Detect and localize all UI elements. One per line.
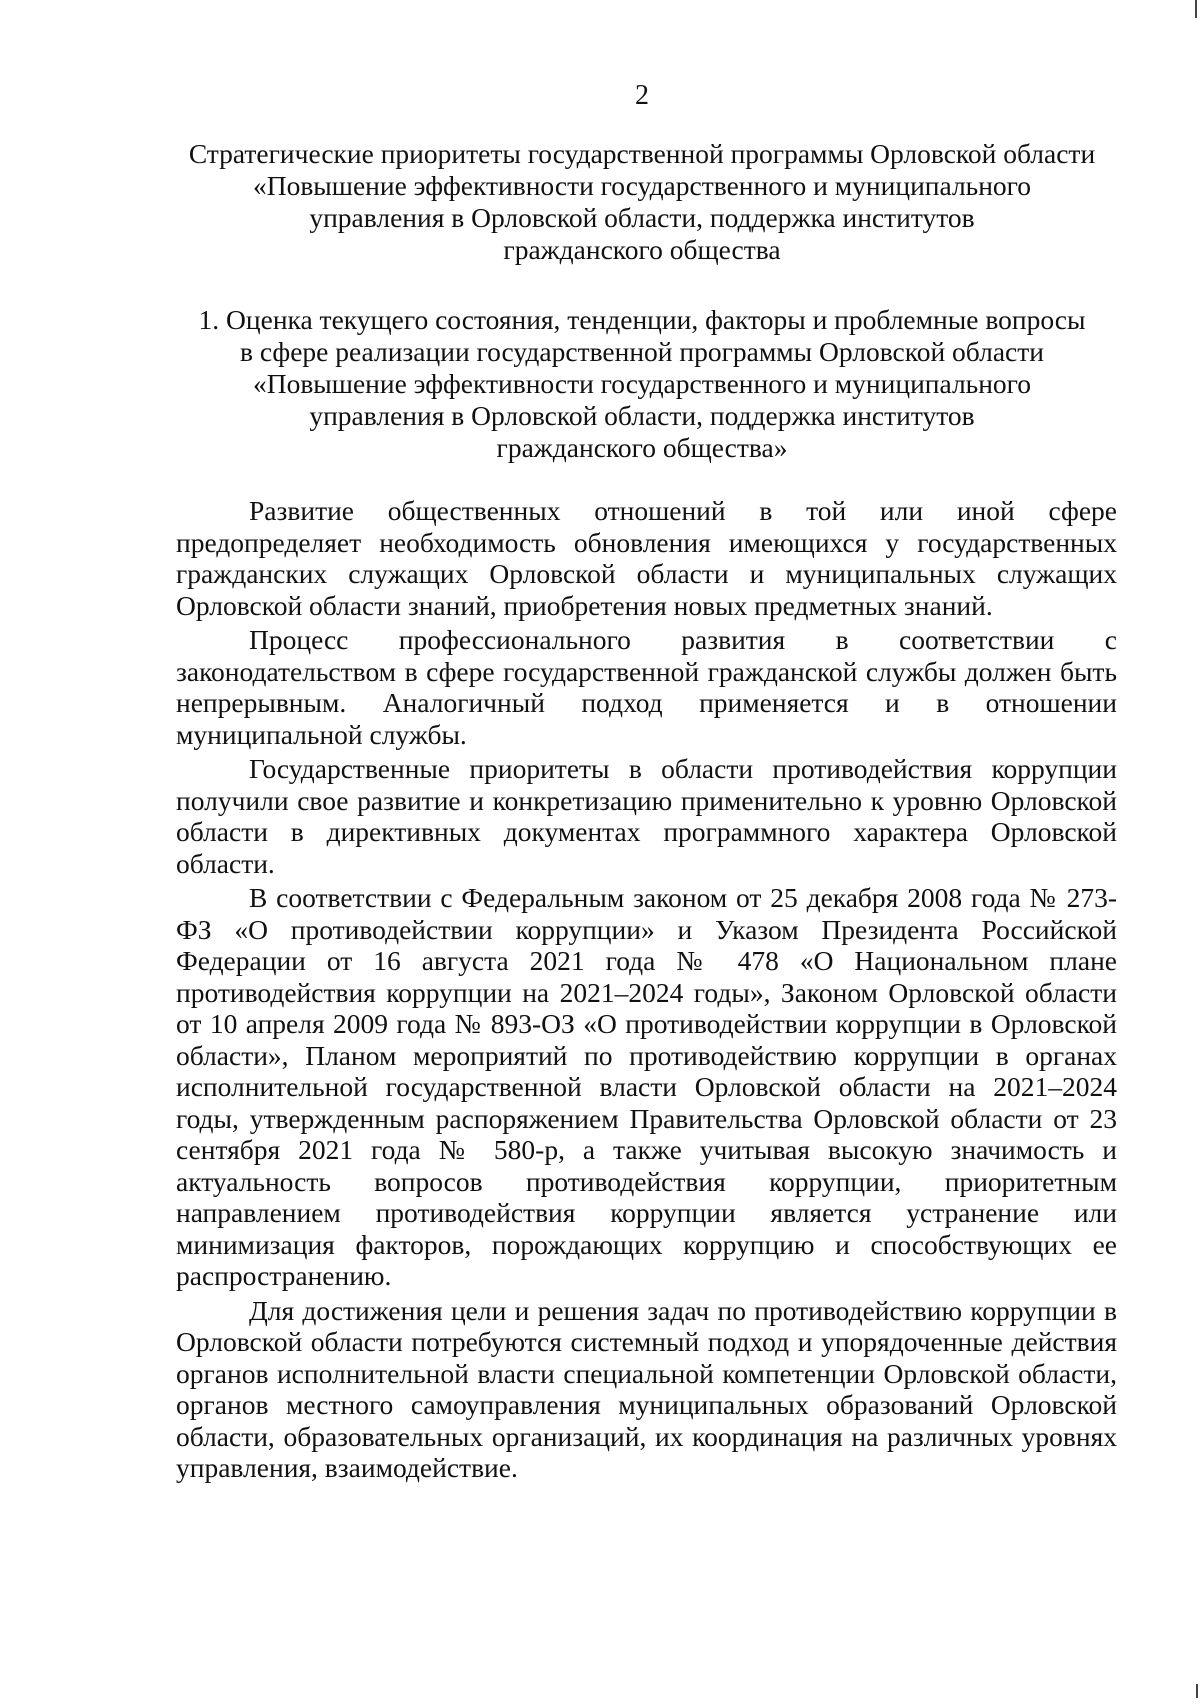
paragraph: Государственные приоритеты в области противодействия коррупции получили свое развитие и конкретизацию применительно к уровню Орловской области в директивных документах программного характера Орловской области. bbox=[176, 753, 1117, 879]
body-text bbox=[176, 495, 1117, 1484]
section-heading-line: «Повышение эффективности государственного и муниципального bbox=[252, 368, 1032, 399]
program-title bbox=[170, 138, 1114, 266]
section-heading-line: 1. Оценка текущего состояния, тенденции, факторы и проблемные вопросы bbox=[198, 304, 1086, 335]
scan-edge-mark bbox=[1195, 0, 1197, 18]
paragraph: В соответствии с Федеральным законом от 25 декабря 2008 года № 273-ФЗ «О противодействии коррупции» и Указом Президента Российской Федерации от 16 августа 2021 года № 478 «О Национальном плане противодействия коррупции на 2021–2024 годы», Законом Орловской области от 10 апреля 2009 года № 893-ОЗ «О противодействии коррупции в Орловской области», Планом мероприятий по противодействию коррупции в органах исполнительной государственной власти Орловской области на 2021–2024 годы, утвержденным распоряжением Правительства Орловской области от 23 сентября 2021 года № 580-р, а также учитывая высокую значимость и актуальность вопросов противодействия коррупции, приоритетным направлением противодействия коррупции является устранение или минимизация факторов, порождающих коррупцию и способствующих ее распространению. bbox=[176, 882, 1117, 1291]
section-heading-line: гражданского общества» bbox=[496, 432, 788, 463]
section-heading-line: в сфере реализации государственной программы Орловской области bbox=[240, 336, 1044, 367]
paragraph: Развитие общественных отношений в той или иной сфере предопределяет необходимость обновления имеющихся у государственных гражданских служащих Орловской области и муниципальных служащих Орловской области знаний, приобретения новых предметных знаний. bbox=[176, 495, 1117, 621]
program-title-line: Стратегические приоритеты государственной программы Орловской области bbox=[188, 138, 1096, 169]
paragraph: Для достижения цели и решения задач по противодействию коррупции в Орловской области потребуются системный подход и упорядоченные действия органов исполнительной власти специальной компетенции Орловской области, органов местного самоуправления муниципальных образований Орловской области, образовательных организаций, их координация на различных уровнях управления, взаимодействие. bbox=[176, 1294, 1117, 1483]
page-number: 2 bbox=[635, 80, 649, 111]
section-heading-line: управления в Орловской области, поддержка институтов bbox=[309, 400, 975, 431]
program-title-line: управления в Орловской области, поддержка институтов bbox=[309, 202, 975, 233]
scan-edge-mark bbox=[1196, 1684, 1198, 1698]
program-title-line: «Повышение эффективности государственного и муниципального bbox=[252, 170, 1032, 201]
paragraph: Процесс профессионального развития в соответствии с законодательством в сфере государственной гражданской службы должен быть непрерывным. Аналогичный подход применяется и в отношении муниципальной службы. bbox=[176, 624, 1117, 750]
section-heading bbox=[170, 304, 1114, 464]
program-title-line: гражданского общества bbox=[503, 234, 781, 265]
